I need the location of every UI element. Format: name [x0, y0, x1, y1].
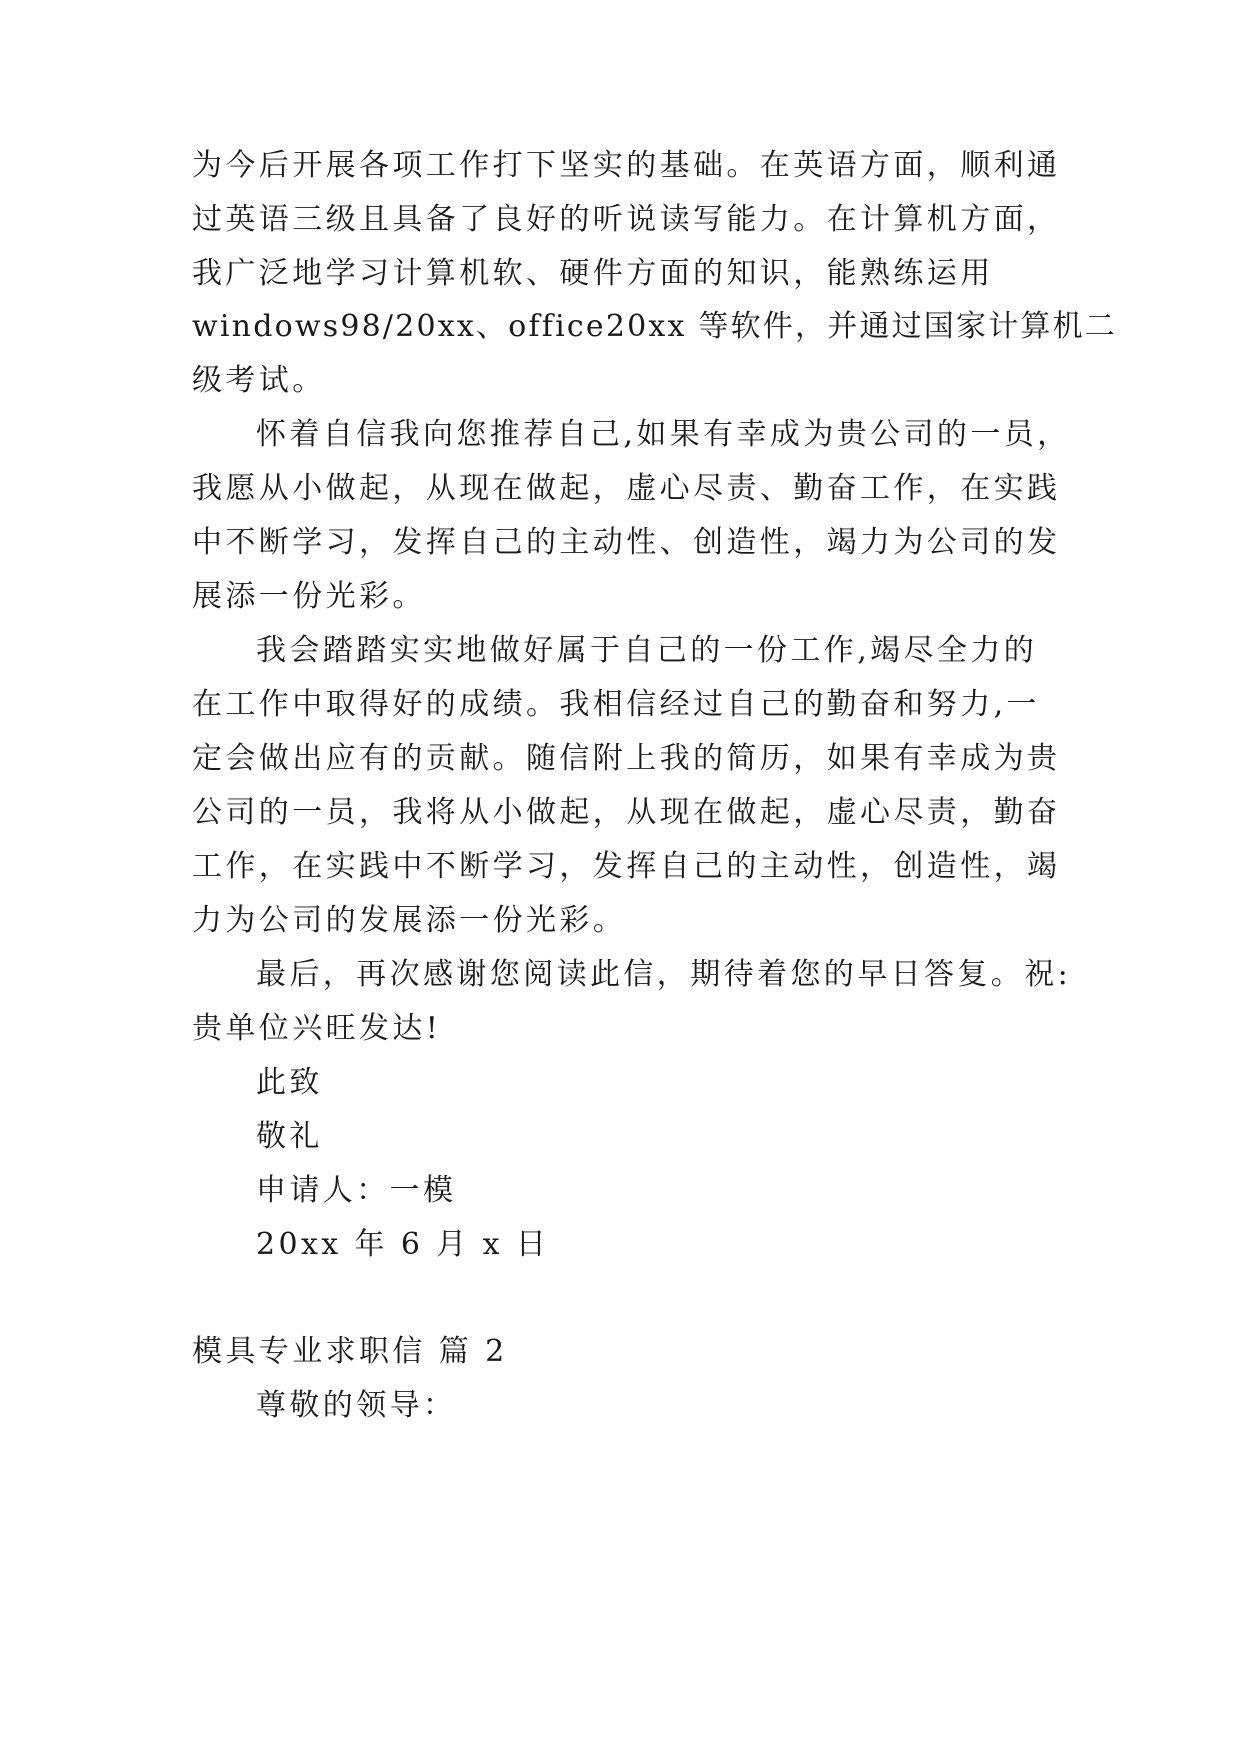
applicant-signature: 申请人：一模 [256, 1173, 457, 1208]
paragraph-line: 展添一份光彩。 [192, 579, 426, 614]
paragraph-line: 怀着自信我向您推荐自己,如果有幸成为贵公司的一员， [256, 417, 1071, 452]
letter-greeting: 尊敬的领导： [256, 1388, 457, 1423]
closing-salutation: 此致 [256, 1065, 323, 1100]
paragraph-line: 贵单位兴旺发达! [192, 1011, 442, 1046]
section-heading: 模具专业求职信 篇 2 [192, 1334, 508, 1369]
paragraph-line: 为今后开展各项工作打下坚实的基础。在英语方面，顺利通 [192, 148, 1061, 183]
closing-regards: 敬礼 [256, 1119, 323, 1154]
paragraph-line: 力为公司的发展添一份光彩。 [192, 903, 627, 938]
paragraph-line: 中不断学习，发挥自己的主动性、创造性，竭力为公司的发 [192, 525, 1061, 560]
paragraph-line: 在工作中取得好的成绩。我相信经过自己的勤奋和努力,一 [192, 687, 1040, 722]
letter-date: 20xx 年 6 月 x 日 [256, 1227, 550, 1262]
paragraph-line: 级考试。 [192, 363, 326, 398]
paragraph-line: 定会做出应有的贡献。随信附上我的简历，如果有幸成为贵 [192, 741, 1061, 776]
paragraph-line: 我会踏踏实实地做好属于自己的一份工作,竭尽全力的 [256, 633, 1038, 668]
paragraph-line: windows98/20xx、office20xx 等软件，并通过国家计算机二 [192, 309, 1117, 344]
paragraph-line: 最后，再次感谢您阅读此信，期待着您的早日答复。祝: [256, 957, 1072, 992]
paragraph-line: 我愿从小做起，从现在做起，虚心尽责、勤奋工作，在实践 [192, 471, 1061, 506]
paragraph-line: 工作，在实践中不断学习，发挥自己的主动性，创造性，竭 [192, 849, 1061, 884]
paragraph-line: 我广泛地学习计算机软、硬件方面的知识，能熟练运用 [192, 256, 994, 291]
paragraph-line: 过英语三级且具备了良好的听说读写能力。在计算机方面， [192, 202, 1061, 237]
paragraph-line: 公司的一员，我将从小做起，从现在做起，虚心尽责，勤奋 [192, 795, 1061, 830]
